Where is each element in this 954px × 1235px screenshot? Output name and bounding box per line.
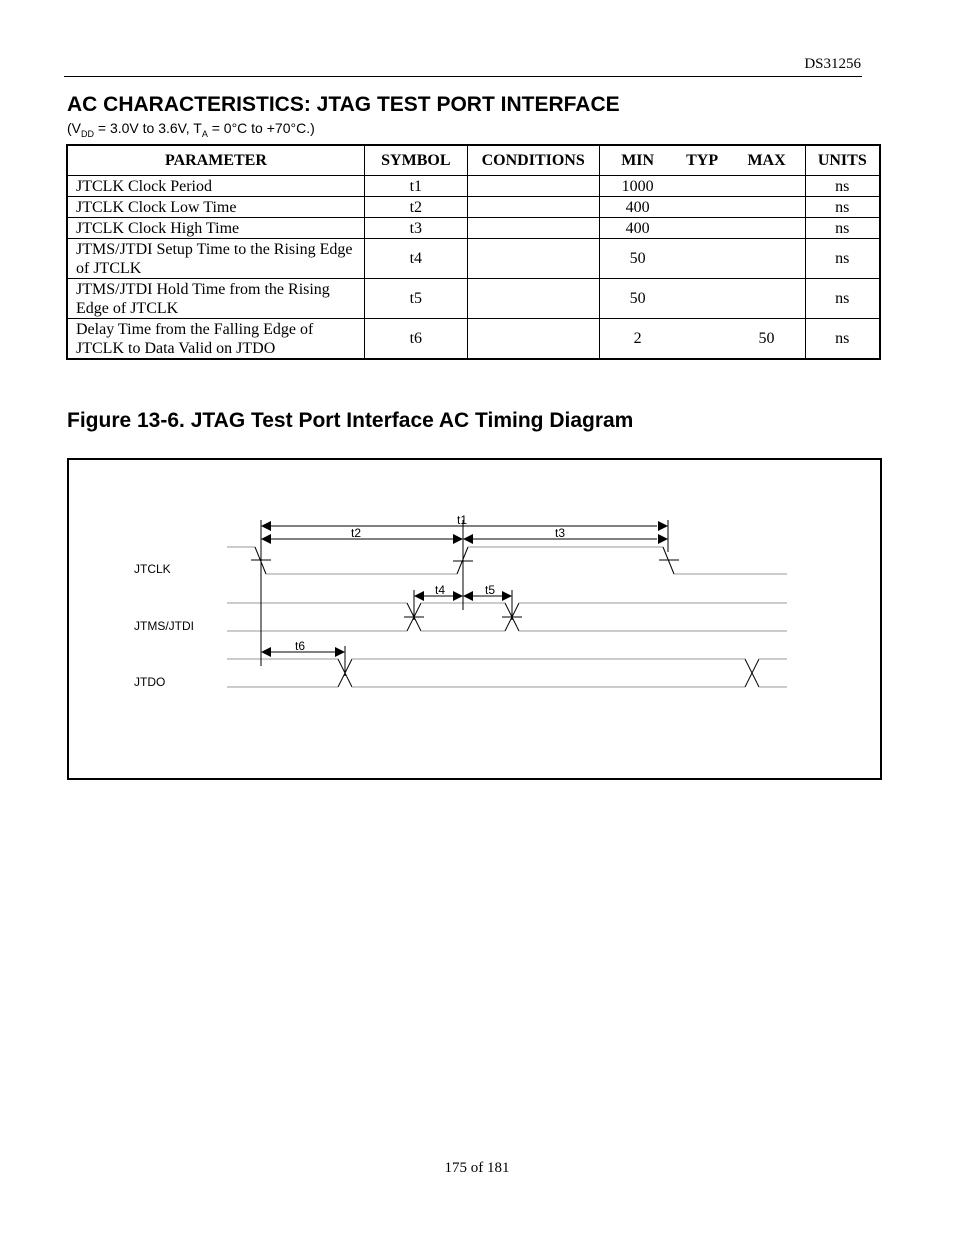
cell-units: ns (805, 176, 880, 197)
table-row (67, 279, 880, 319)
table-row (67, 218, 880, 239)
label-t3: t3 (555, 526, 566, 540)
cell-units: ns (805, 319, 880, 360)
table-row (67, 319, 880, 360)
label-t1: t1 (457, 513, 468, 527)
cell-symbol: t3 (364, 218, 467, 239)
signal-label-jtdo: JTDO (134, 675, 166, 689)
col-header-parameter: PARAMETER (67, 145, 364, 176)
col-header-symbol: SYMBOL (364, 145, 467, 176)
section-title: AC CHARACTERISTICS: JTAG TEST PORT INTERFACE (67, 93, 620, 116)
cell-symbol: t1 (364, 176, 467, 197)
t6-arrow-left-icon (261, 647, 271, 657)
table-header-row (67, 145, 880, 176)
cell-min-typ-max: 400 (599, 218, 805, 239)
timing-diagram-frame (67, 458, 882, 780)
t2-arrow-left-icon (261, 534, 271, 544)
table-row (67, 176, 880, 197)
signal-label-jtms-jtdi: JTMS/JTDI (134, 619, 194, 633)
cell-parameter: JTMS/JTDI Hold Time from the Rising Edge of JTCLK (67, 279, 364, 319)
cell-parameter: JTMS/JTDI Setup Time to the Rising Edge of JTCLK (67, 239, 364, 279)
cell-symbol: t5 (364, 279, 467, 319)
t1-arrow-left-icon (261, 521, 271, 531)
cell-units: ns (805, 197, 880, 218)
cell-units: ns (805, 218, 880, 239)
cell-conditions (467, 176, 599, 197)
t5-arrow-right-icon (502, 591, 512, 601)
cell-conditions (467, 319, 599, 360)
cell-min-typ-max: 1000 (599, 176, 805, 197)
cell-min-typ-max: 50 (599, 239, 805, 279)
cell-min-typ-max: 400 (599, 197, 805, 218)
cell-min-typ-max: 50 (599, 279, 805, 319)
col-header-conditions: CONDITIONS (467, 145, 599, 176)
document-id: DS31256 (804, 56, 861, 72)
t4-arrow-left-icon (414, 591, 424, 601)
t3-arrow-left-icon (463, 534, 473, 544)
label-t4: t4 (435, 583, 446, 597)
t5-arrow-left-icon (463, 591, 473, 601)
label-t5: t5 (485, 583, 496, 597)
header-rule (64, 76, 862, 77)
figure-title: Figure 13-6. JTAG Test Port Interface AC Timing Diagram (67, 409, 634, 432)
cell-units: ns (805, 239, 880, 279)
cell-parameter: JTCLK Clock Period (67, 176, 364, 197)
table-row (67, 239, 880, 279)
cell-min-typ-max: 2 50 (599, 319, 805, 360)
label-t2: t2 (351, 526, 362, 540)
signal-label-jtclk: JTCLK (134, 562, 171, 576)
cell-symbol: t4 (364, 239, 467, 279)
cell-conditions (467, 197, 599, 218)
cell-parameter: Delay Time from the Falling Edge of JTCLK to Data Valid on JTDO (67, 319, 364, 360)
jtdo-waveform (227, 659, 787, 687)
t2-arrow-right-icon (453, 534, 463, 544)
cell-symbol: t2 (364, 197, 467, 218)
col-header-min-typ-max: MIN TYP MAX (599, 145, 805, 176)
cell-parameter: JTCLK Clock High Time (67, 218, 364, 239)
t3-arrow-right-icon (658, 534, 668, 544)
cell-units: ns (805, 279, 880, 319)
cell-symbol: t6 (364, 319, 467, 360)
cell-conditions (467, 218, 599, 239)
col-header-units: UNITS (805, 145, 880, 176)
page-number: 175 of 181 (444, 1160, 510, 1176)
timing-diagram (69, 460, 880, 778)
cell-conditions (467, 239, 599, 279)
operating-conditions: ($V_{DD} = 3.0V$ to 3.6V, $T_A = 0^\circ C$ to +70°C.) (67, 120, 315, 139)
ac-characteristics-table (66, 144, 881, 360)
cell-parameter: JTCLK Clock Low Time (67, 197, 364, 218)
table-row (67, 197, 880, 218)
cell-conditions (467, 279, 599, 319)
jtclk-waveform (227, 547, 787, 574)
label-t6: t6 (295, 639, 306, 653)
t6-arrow-right-icon (335, 647, 345, 657)
t4-arrow-right-icon (453, 591, 463, 601)
t1-arrow-right-icon (658, 521, 668, 531)
